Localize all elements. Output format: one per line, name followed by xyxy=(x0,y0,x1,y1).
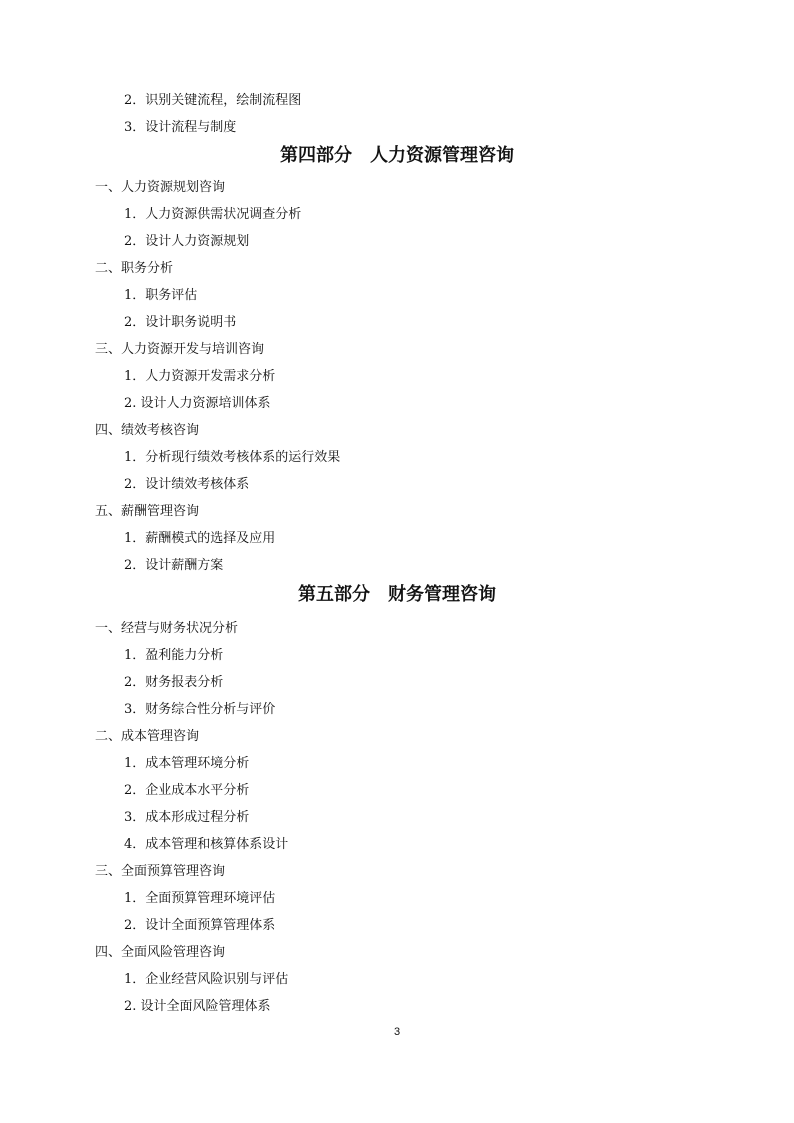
list-item: 1．盈利能力分析 xyxy=(124,648,224,663)
list-item: 2．识别关键流程，绘制流程图 xyxy=(124,93,302,108)
list-item: 1．人力资源供需状况调查分析 xyxy=(124,207,302,222)
part-heading: 第五部分 财务管理咨询 xyxy=(298,584,496,605)
section-heading: 三、人力资源开发与培训咨询 xyxy=(95,342,265,357)
list-item: 2．设计绩效考核体系 xyxy=(124,477,250,492)
list-item: 1．薪酬模式的选择及应用 xyxy=(124,531,276,546)
section-heading: 三、全面预算管理咨询 xyxy=(95,864,226,879)
list-item: 2．设计人力资源规划 xyxy=(124,234,250,249)
list-item: 2．设计全面预算管理体系 xyxy=(124,918,276,933)
part-heading: 第四部分 人力资源管理咨询 xyxy=(280,145,514,166)
section-heading: 四、全面风险管理咨询 xyxy=(95,945,226,960)
list-item: 1．分析现行绩效考核体系的运行效果 xyxy=(124,450,341,465)
list-item: 3．财务综合性分析与评价 xyxy=(124,702,276,717)
section-heading: 二、职务分析 xyxy=(95,261,174,276)
page-number: 3 xyxy=(393,1026,401,1038)
list-item: 2. 设计全面风险管理体系 xyxy=(124,999,271,1014)
list-item: 3．设计流程与制度 xyxy=(124,120,237,135)
list-item: 2. 设计人力资源培训体系 xyxy=(124,396,271,411)
list-item: 2．企业成本水平分析 xyxy=(124,783,250,798)
list-item: 1．人力资源开发需求分析 xyxy=(124,369,276,384)
list-item: 3．成本形成过程分析 xyxy=(124,810,250,825)
list-item: 2．设计薪酬方案 xyxy=(124,558,224,573)
section-heading: 二、成本管理咨询 xyxy=(95,729,200,744)
list-item: 4．成本管理和核算体系设计 xyxy=(124,837,289,852)
list-item: 1．全面预算管理环境评估 xyxy=(124,891,276,906)
list-item: 1．职务评估 xyxy=(124,288,198,303)
section-heading: 一、人力资源规划咨询 xyxy=(95,180,226,195)
section-heading: 五、薪酬管理咨询 xyxy=(95,504,200,519)
list-item: 2．财务报表分析 xyxy=(124,675,224,690)
list-item: 2．设计职务说明书 xyxy=(124,315,237,330)
list-item: 1．企业经营风险识别与评估 xyxy=(124,972,289,987)
section-heading: 一、经营与财务状况分析 xyxy=(95,621,239,636)
section-heading: 四、绩效考核咨询 xyxy=(95,423,200,438)
list-item: 1．成本管理环境分析 xyxy=(124,756,250,771)
